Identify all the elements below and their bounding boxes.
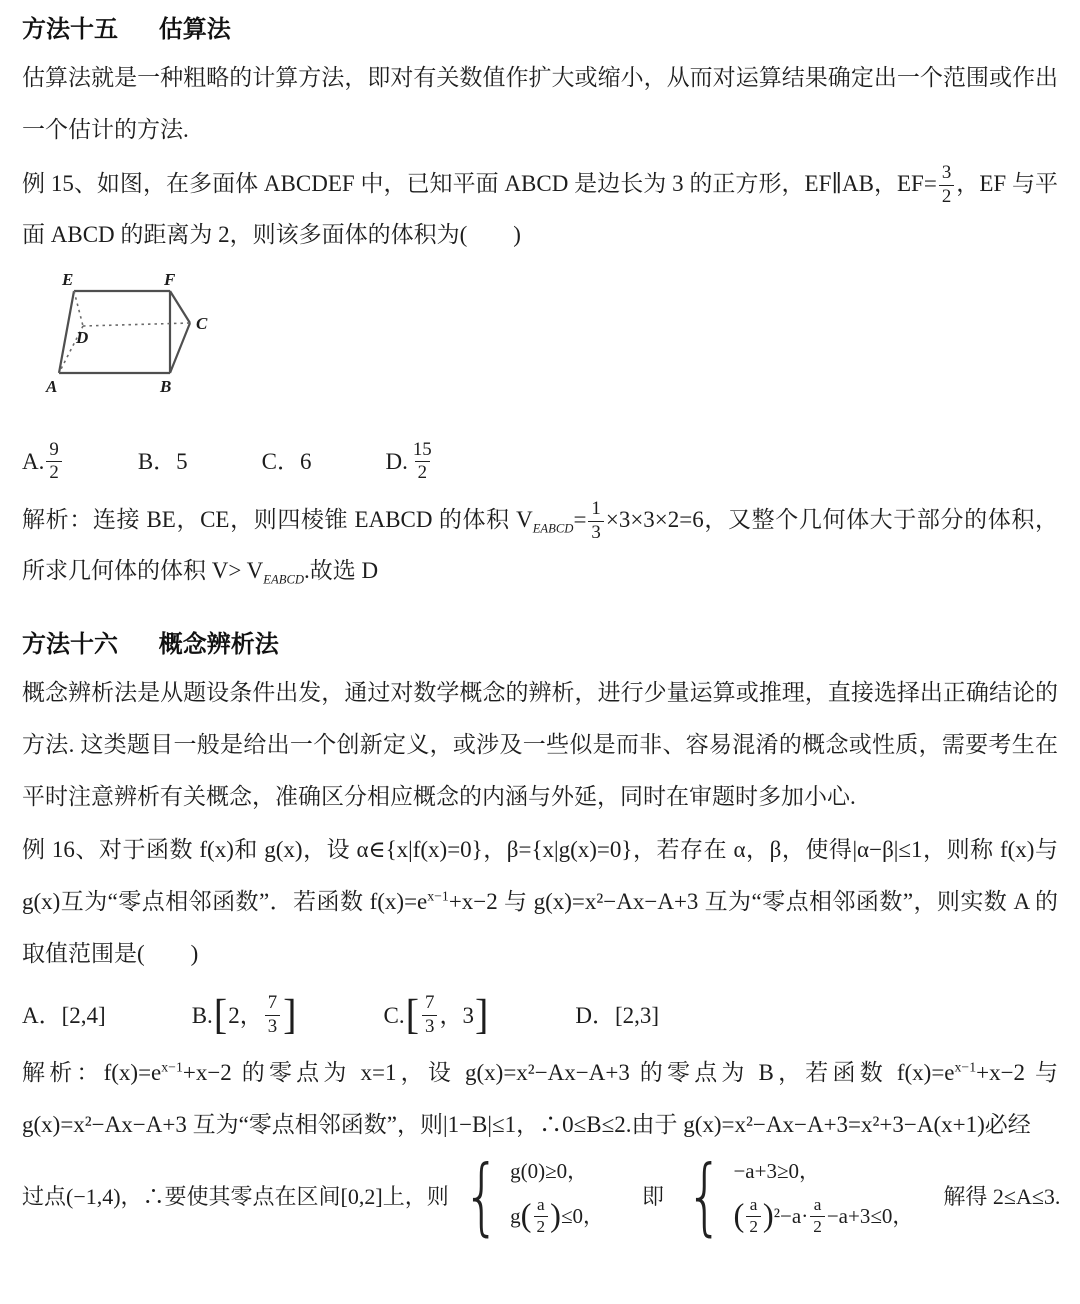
section16-heading-title: 概念辨析法 (158, 631, 279, 658)
system-2-row-2 (733, 1195, 913, 1237)
solution15-seg1: 解析：连接 BE，CE，则四棱锥 EABCD 的体积 V (22, 506, 533, 532)
example16-statement (22, 824, 1058, 979)
example15-text-post: ，EF 与平面 ABCD 的距离为 2，则该多面体的体积为( ) (22, 170, 1058, 248)
fraction-denominator: 2 (46, 461, 61, 485)
fraction-a-half (534, 1195, 549, 1237)
section16-heading-number: 方法十六 (22, 631, 118, 658)
section16-heading (22, 627, 1058, 663)
fraction-denominator: 3 (422, 1015, 437, 1039)
fraction-numerator: 7 (267, 992, 278, 1014)
left-bracket: [ (405, 991, 420, 1039)
left-paren: ( (520, 1197, 532, 1234)
fraction-numerator: 3 (941, 162, 952, 184)
example16-seg1: 例 16、对于函数 f(x)和 g(x)，设 α∈{x|f(x)=0}，β={x|g(x)=0}，若存在 α，β，使得|α−β|≤1，则称 f(x)与 g(x)互为“零点相邻函数”．若函数 f(x)=e (22, 837, 1058, 914)
vertex-label-f: F (164, 270, 176, 289)
choice-15d (386, 436, 437, 488)
volume-subscript: EABCD (532, 521, 574, 536)
squared-and-middle-term: ²−a· (773, 1204, 809, 1229)
system-1-rows (510, 1157, 604, 1238)
solution16-final-answer: 解得 2≤A≤3. (943, 1184, 1061, 1210)
exponent: x−1 (954, 1059, 977, 1075)
choice-15a-label: A. (22, 448, 45, 474)
exponent: x−1 (161, 1059, 183, 1075)
fraction-denominator: 2 (415, 461, 430, 485)
section15-heading-title: 估算法 (158, 16, 231, 43)
example16-choices (22, 990, 1058, 1042)
fraction-numerator: a (813, 1195, 822, 1215)
system-2-rows (733, 1157, 913, 1238)
solution16-final-mid: 即 (642, 1184, 665, 1210)
choice-15a (22, 436, 64, 488)
vertex-label-e: E (62, 270, 74, 289)
solution16-seg3: +x−2 与 g(x)=x²−Ax−A+3 互为“零点相邻函数”，则|1−B|≤1，∴0≤B≤2.由于 g(x)=x²−Ax−A+3=x²+3−A(x+1)必经 (22, 1060, 1058, 1137)
fraction-numerator: a (537, 1195, 545, 1215)
choice-16c-label: C. (383, 1002, 405, 1028)
section16-intro: 概念辨析法是从题设条件出发，通过对数学概念的辨析，进行少量运算或推理，直接选择出正确结论的方法. 这类题目一般是给出一个创新定义，或涉及一些似是而非、容易混淆的概念或性质，需要考生在平时注意辨析有关概念，准确区分相应概念的内涵与外延，同时在审题时多加小心. (22, 680, 1058, 809)
g-symbol: g (510, 1204, 521, 1229)
vertex-label-d: D (76, 328, 89, 347)
fraction-numerator: 7 (425, 992, 435, 1014)
volume-subscript: EABCD (263, 572, 305, 587)
fraction-numerator: 1 (591, 498, 601, 520)
choice-15c: C．6 (261, 448, 312, 474)
section15-intro: 估算法就是一种粗略的计算方法，即对有关数值作扩大或缩小，从而对运算结果确定出一个范围或作出一个估计的方法. (22, 65, 1058, 142)
choice-16b-body: 2， (228, 1002, 263, 1028)
solution15-seg3: ×3×3×2=6，又整个几何体大于部分的体积，所求几何体的体积 V> V (22, 506, 1059, 584)
system-brace: { (686, 1147, 724, 1246)
vertex-label-b: B (160, 377, 172, 396)
left-bracket: [ (213, 991, 228, 1039)
right-bracket: ] (283, 991, 297, 1039)
choice-16c-body: ，3 (439, 1002, 474, 1028)
system-2-row-1: −a+3≥0， (733, 1158, 821, 1183)
choice-15d-label: D. (385, 448, 408, 474)
choice-15a-fraction (46, 439, 61, 485)
inequality-system-2 (678, 1147, 914, 1246)
fraction-denominator: 3 (588, 521, 603, 545)
system-brace: { (462, 1147, 501, 1246)
exponent: x−1 (427, 888, 449, 904)
example16-seg2: +x−2 与 g(x)=x²−Ax−A+3 互为“零点相邻函数”，则实数 A 的取值范围是( ) (22, 889, 1058, 966)
left-paren: ( (733, 1197, 745, 1234)
polyhedron-svg (32, 269, 267, 407)
system-1-row-2 (510, 1195, 604, 1237)
vertex-labels (45, 270, 208, 396)
choice-16b-fraction (265, 992, 280, 1038)
system-1-row-1: g(0)≥0， (510, 1158, 589, 1183)
choice-15d-fraction (410, 439, 435, 485)
choice-16b-label: B. (191, 1002, 213, 1028)
example16-solution (22, 1047, 1058, 1151)
fraction-denominator: 2 (939, 185, 954, 209)
polyhedron-figure (32, 269, 1058, 426)
fraction-a-half (746, 1195, 761, 1237)
fraction-ef (939, 162, 954, 208)
solution16-seg1: 解析：f(x)=e (22, 1060, 162, 1086)
fraction-numerator: 9 (49, 438, 59, 460)
solution16-final-lead: 过点(−1,4)，∴要使其零点在区间[0,2]上，则 (22, 1184, 449, 1210)
inequality-system-1 (455, 1147, 604, 1246)
fraction-denominator: 2 (746, 1216, 761, 1238)
right-bracket: ] (474, 991, 489, 1039)
choice-16a: A．[2,4] (22, 1002, 106, 1028)
solution15-seg4: .故选 D (304, 558, 379, 584)
example15-text-pre: 例 15、如图，在多面体 ABCDEF 中，已知平面 ABCD 是边长为 3 的正方形，EF∥AB，EF= (22, 170, 937, 196)
example15-choices (22, 436, 1058, 488)
example15-statement (22, 158, 1058, 262)
fraction-denominator: 2 (534, 1216, 549, 1238)
section15-heading (22, 12, 1058, 48)
right-paren: ) (550, 1197, 561, 1234)
right-paren: ) (762, 1197, 774, 1234)
fraction-numerator: a (749, 1195, 758, 1215)
solution16-seg2: +x−2 的零点为 x=1，设 g(x)=x²−Ax−A+3 的零点为 B，若函数 f(x)=e (182, 1060, 955, 1086)
choice-16c-fraction (422, 992, 437, 1038)
choice-16d: D．[2,3] (575, 1002, 660, 1028)
solution15-seg2: = (573, 506, 587, 532)
vertex-label-c: C (196, 314, 208, 333)
fraction-numerator: 15 (412, 438, 432, 460)
example15-solution (22, 494, 1058, 598)
choice-15b: B．5 (137, 448, 188, 474)
section15-heading-number: 方法十五 (22, 16, 118, 43)
inequality-tail: ≤0， (560, 1204, 604, 1229)
example16-solution-final (22, 1147, 1061, 1246)
fraction-denominator: 2 (810, 1216, 825, 1238)
inequality-tail: −a+3≤0， (826, 1204, 914, 1229)
fraction-a-half (810, 1195, 825, 1237)
choice-16c (384, 990, 490, 1042)
fraction-denominator: 3 (265, 1015, 280, 1039)
fraction-one-third (588, 498, 603, 544)
vertex-label-a: A (46, 377, 58, 396)
choice-16b (192, 990, 298, 1042)
